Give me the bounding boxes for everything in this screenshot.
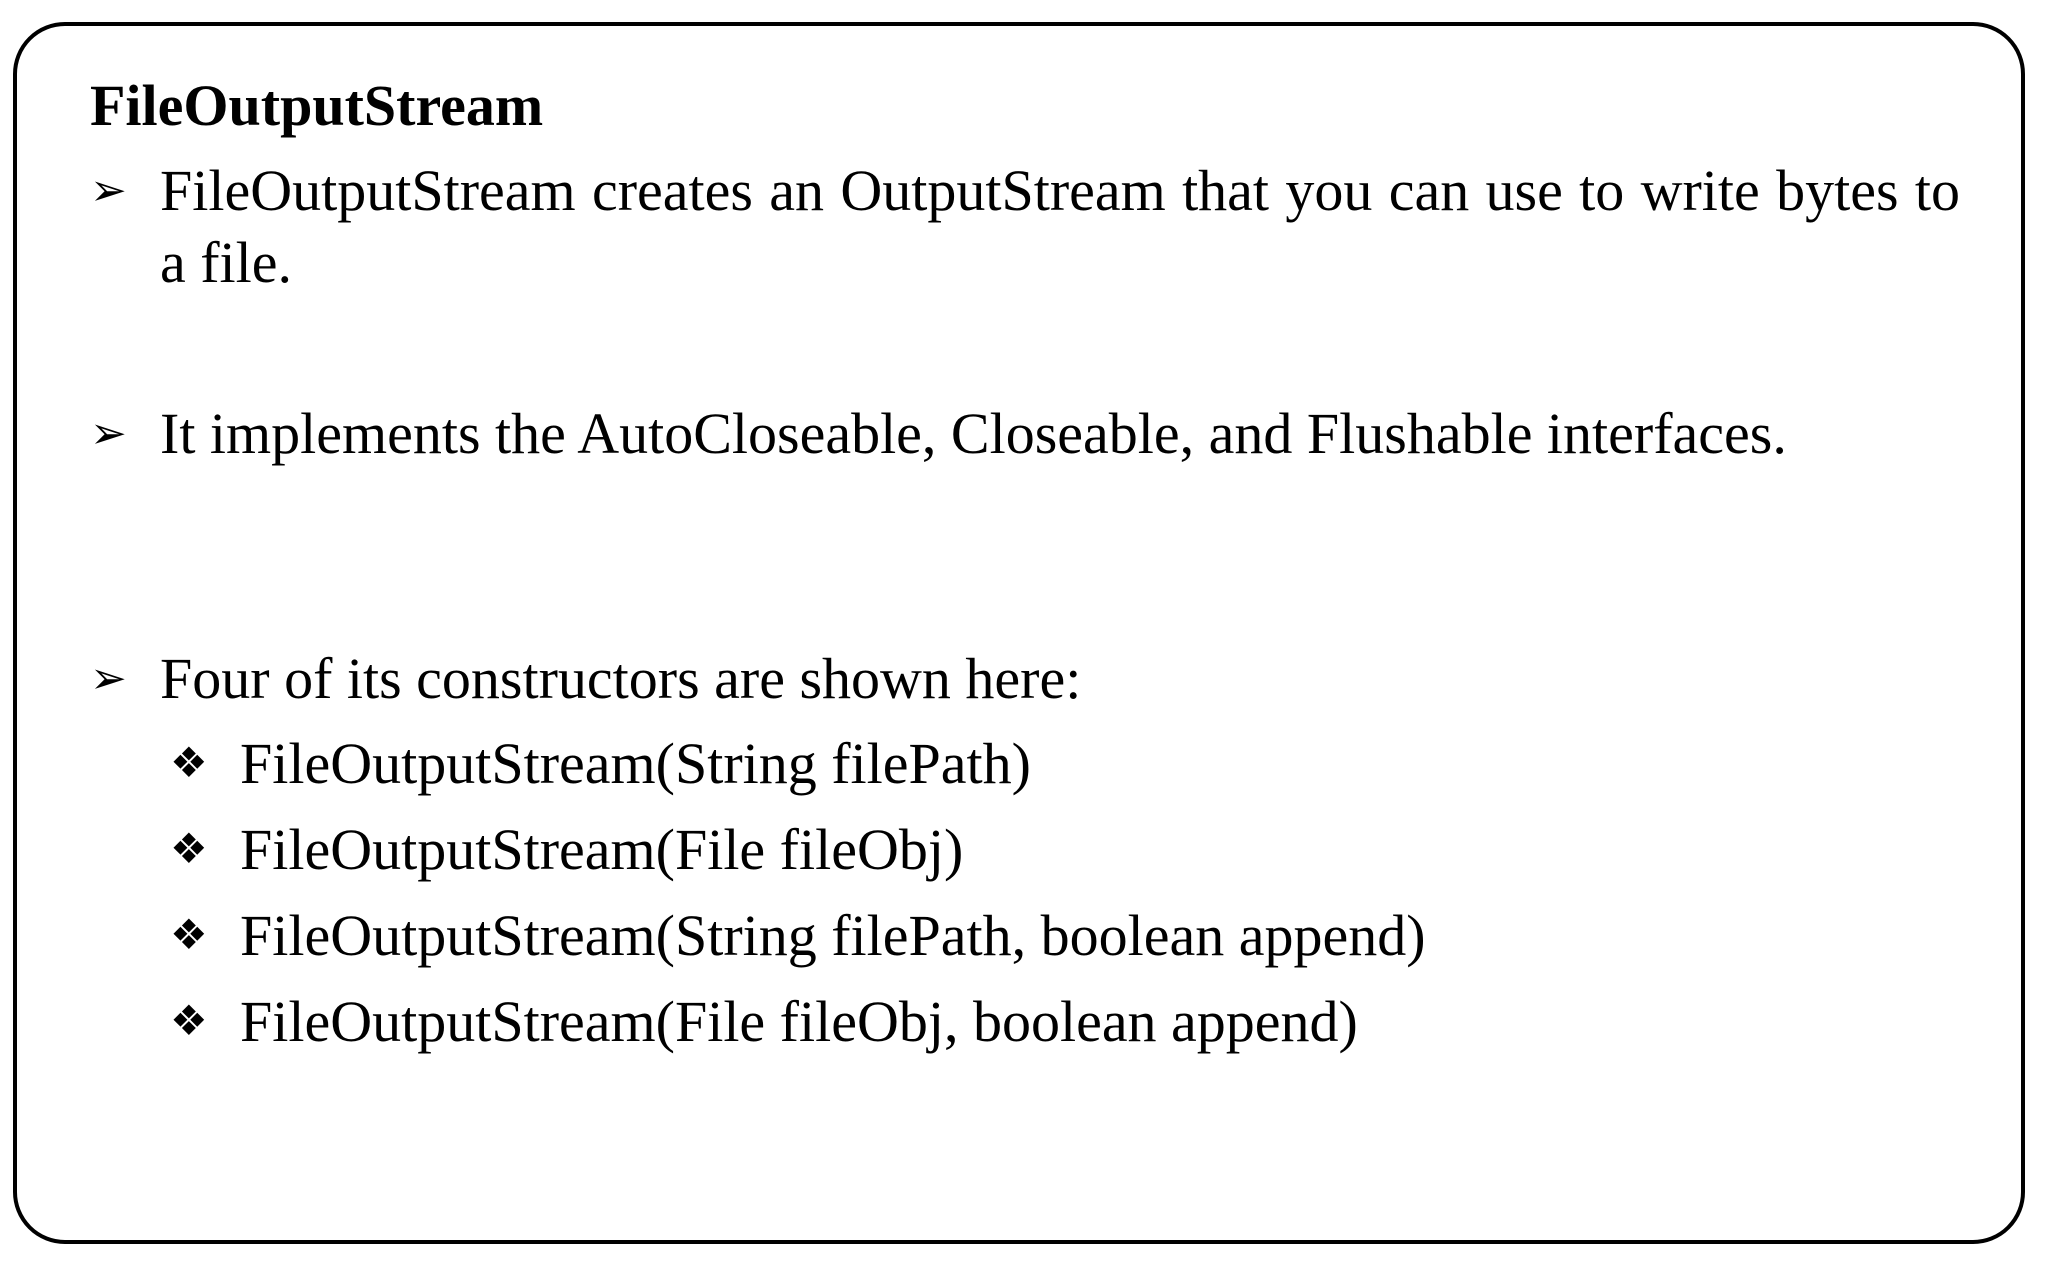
constructor-signature: FileOutputStream(File fileObj) — [240, 817, 964, 882]
bullet-text: It implements the AutoCloseable, Closeable, and Flushable interfaces. — [160, 401, 1787, 466]
constructor-signature: FileOutputStream(String filePath) — [240, 731, 1031, 796]
bullet-item — [90, 643, 1960, 715]
four-diamond-bullet-icon: ❖ — [170, 999, 208, 1045]
arrowhead-bullet-icon: ➢ — [90, 654, 127, 703]
constructor-signature: FileOutputStream(String filePath, boolean append) — [240, 903, 1426, 968]
arrowhead-bullet-icon: ➢ — [90, 166, 127, 215]
four-diamond-bullet-icon: ❖ — [170, 827, 208, 873]
page-title: FileOutputStream — [90, 73, 544, 138]
four-diamond-bullet-icon: ❖ — [170, 741, 208, 787]
constructor-signature: FileOutputStream(File fileObj, boolean append) — [240, 989, 1358, 1054]
bullet-item — [90, 155, 1960, 299]
arrowhead-bullet-icon: ➢ — [90, 409, 127, 458]
four-diamond-bullet-icon: ❖ — [170, 913, 208, 959]
bullet-item — [90, 398, 1960, 470]
bullet-text: FileOutputStream creates an OutputStream that you can use to write bytes to a file. — [160, 158, 1960, 295]
bullet-text: Four of its constructors are shown here: — [160, 646, 1082, 711]
